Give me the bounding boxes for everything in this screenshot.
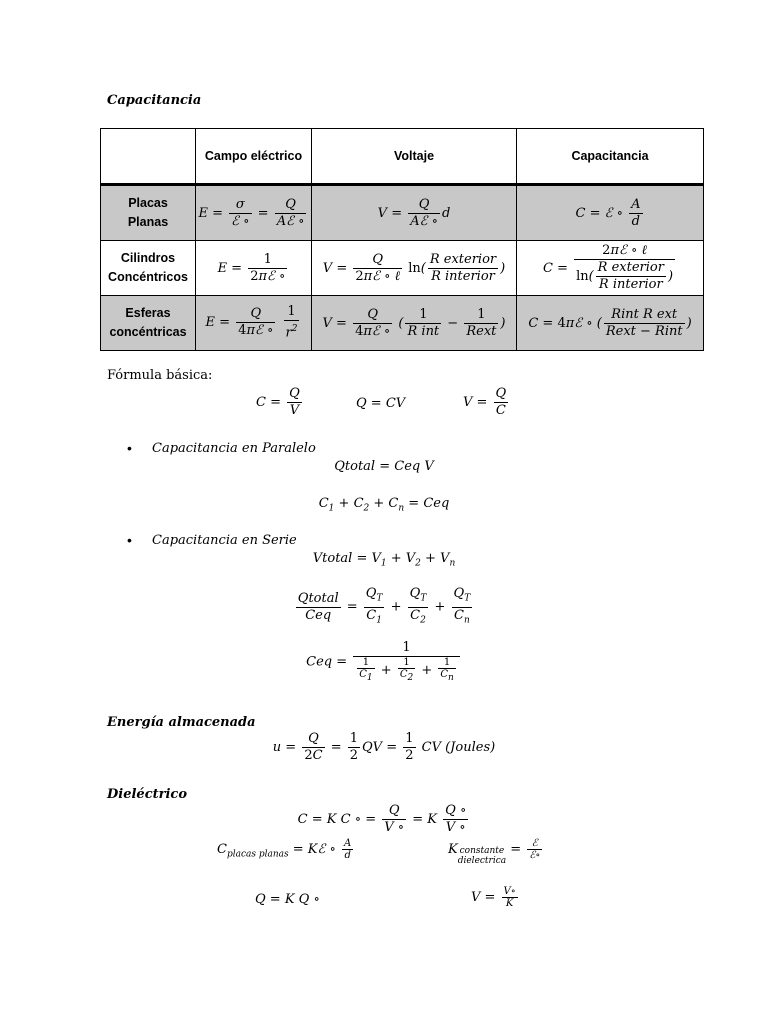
- formula-capacitancia-cilindros: C = 2πℰ ∘ ℓ ln( $\frac{\text{R exterior}}{\text{R interior}}$ ): [517, 241, 704, 296]
- capacitance-table: [100, 128, 704, 351]
- row-label-cilindros: Cilindros Concéntricos: [101, 241, 196, 296]
- energia-units: (Joules): [445, 740, 496, 755]
- row-label-esferas: Esferas concéntricas: [101, 296, 196, 351]
- energia-heading: Energía almacenada: [107, 715, 256, 730]
- paralelo-label: Capacitancia en Paralelo: [152, 441, 316, 456]
- bullet-paralelo: •: [127, 440, 132, 456]
- row-label-placas: Placas Planas: [101, 185, 196, 241]
- formula-energia: u = $\frac{Q}{2C}$ = $\frac{1}{2}$ QV = $\frac{1}{2}$ CV (Joules): [272, 731, 496, 763]
- formula-q-cv: Q = CV: [356, 396, 406, 411]
- header-cell-empty: [101, 129, 196, 185]
- formula-vtotal-sum: Vtotal = $V_1 + V_2 + V_n$: [312, 551, 456, 569]
- formula-c-q-over-v: C = $\frac{Q}{V}$: [256, 386, 300, 418]
- formula-v-q-over-c: V = $\frac{Q}{C}$: [463, 386, 507, 418]
- serie-label: Capacitancia en Serie: [152, 533, 297, 548]
- table-header-row: [101, 129, 704, 185]
- header-cell-campo: Campo eléctrico: [196, 129, 312, 185]
- header-cell-capacitancia: Capacitancia: [517, 129, 704, 185]
- formula-serie-q-ratio: $\frac{\text{Qtotal}}{\text{Ceq}}$ = $\frac{Q_T}{C_1}$ + $\frac{Q_T}{C_2}$ + $\frac{Q_T}{C_n}$: [297, 586, 471, 626]
- formula-q-k-qo: Q = K Q ∘: [255, 892, 320, 907]
- formula-qtotal-ceq-v: Qtotal = Ceq V: [334, 459, 434, 474]
- formula-ceq-serie: Ceq = 1 $\frac{1}{C_1}$ + $\frac{1}{C_2}$ + $\frac{1}{C_n}$: [0, 640, 768, 684]
- table-row: [101, 296, 704, 351]
- page-title: Capacitancia: [107, 93, 202, 108]
- formula-voltaje-placas: V = $\frac{Q}{\text{Aℰ ∘}}$ d: [312, 185, 517, 241]
- formula-campo-esferas: E = $\frac{Q}{\text{4πℰ ∘}}$ $\frac{1}{r^2}$: [196, 296, 312, 351]
- formula-v-vo-over-k: V = $\frac{V\circ}{K}$: [471, 886, 516, 909]
- formula-capacitancia-placas: C = ℰ ∘ $\frac{A}{d}$: [517, 185, 704, 241]
- table-row: [101, 185, 704, 241]
- formula-c-placas-planas: $C_{placas planas}$ = Kℰ ∘ $\frac{A}{d}$: [217, 838, 352, 861]
- bullet-serie: •: [127, 532, 132, 548]
- header-cell-voltaje: Voltaje: [312, 129, 517, 185]
- formula-voltaje-esferas: V = $\frac{Q}{\text{4πℰ ∘}}$ ( $\frac{1}{\text{R int}}$ − $\frac{1}{\text{Rext}}$ ): [312, 296, 517, 351]
- dielectrico-heading: Dieléctrico: [107, 787, 187, 802]
- formula-paralelo-sum: $C_1 + C_2 + C_n$ = Ceq: [318, 496, 450, 514]
- formula-k-constante: K $_{constante dielectrica}$ = $\frac{\text{ℰ}}{\text{ℰ∘}}$: [448, 838, 541, 866]
- formula-capacitancia-esferas: C = 4πℰ ∘ ( $\frac{\text{Rint R ext}}{\text{Rext − Rint}}$ ): [517, 296, 704, 351]
- formula-voltaje-cilindros: V = $\frac{Q}{\text{2πℰ ∘ ℓ}}$ ln( $\frac{\text{R exterior}}{\text{R interior}}$ ): [312, 241, 517, 296]
- formula-campo-cilindros: E = $\frac{1}{\text{2πℰ ∘}}$: [196, 241, 312, 296]
- formula-basica-label: Fórmula básica:: [107, 368, 213, 383]
- formula-dielectrico-c: C = K C ∘ = $\frac{Q}{V \circ}$ = K $\frac{Q \circ}{V \circ}$: [297, 803, 467, 835]
- formula-campo-placas: E = $\frac{\sigma}{\text{ℰ ∘}}$ = $\frac{Q}{\text{Aℰ ∘}}$: [196, 185, 312, 241]
- table-row: [101, 241, 704, 296]
